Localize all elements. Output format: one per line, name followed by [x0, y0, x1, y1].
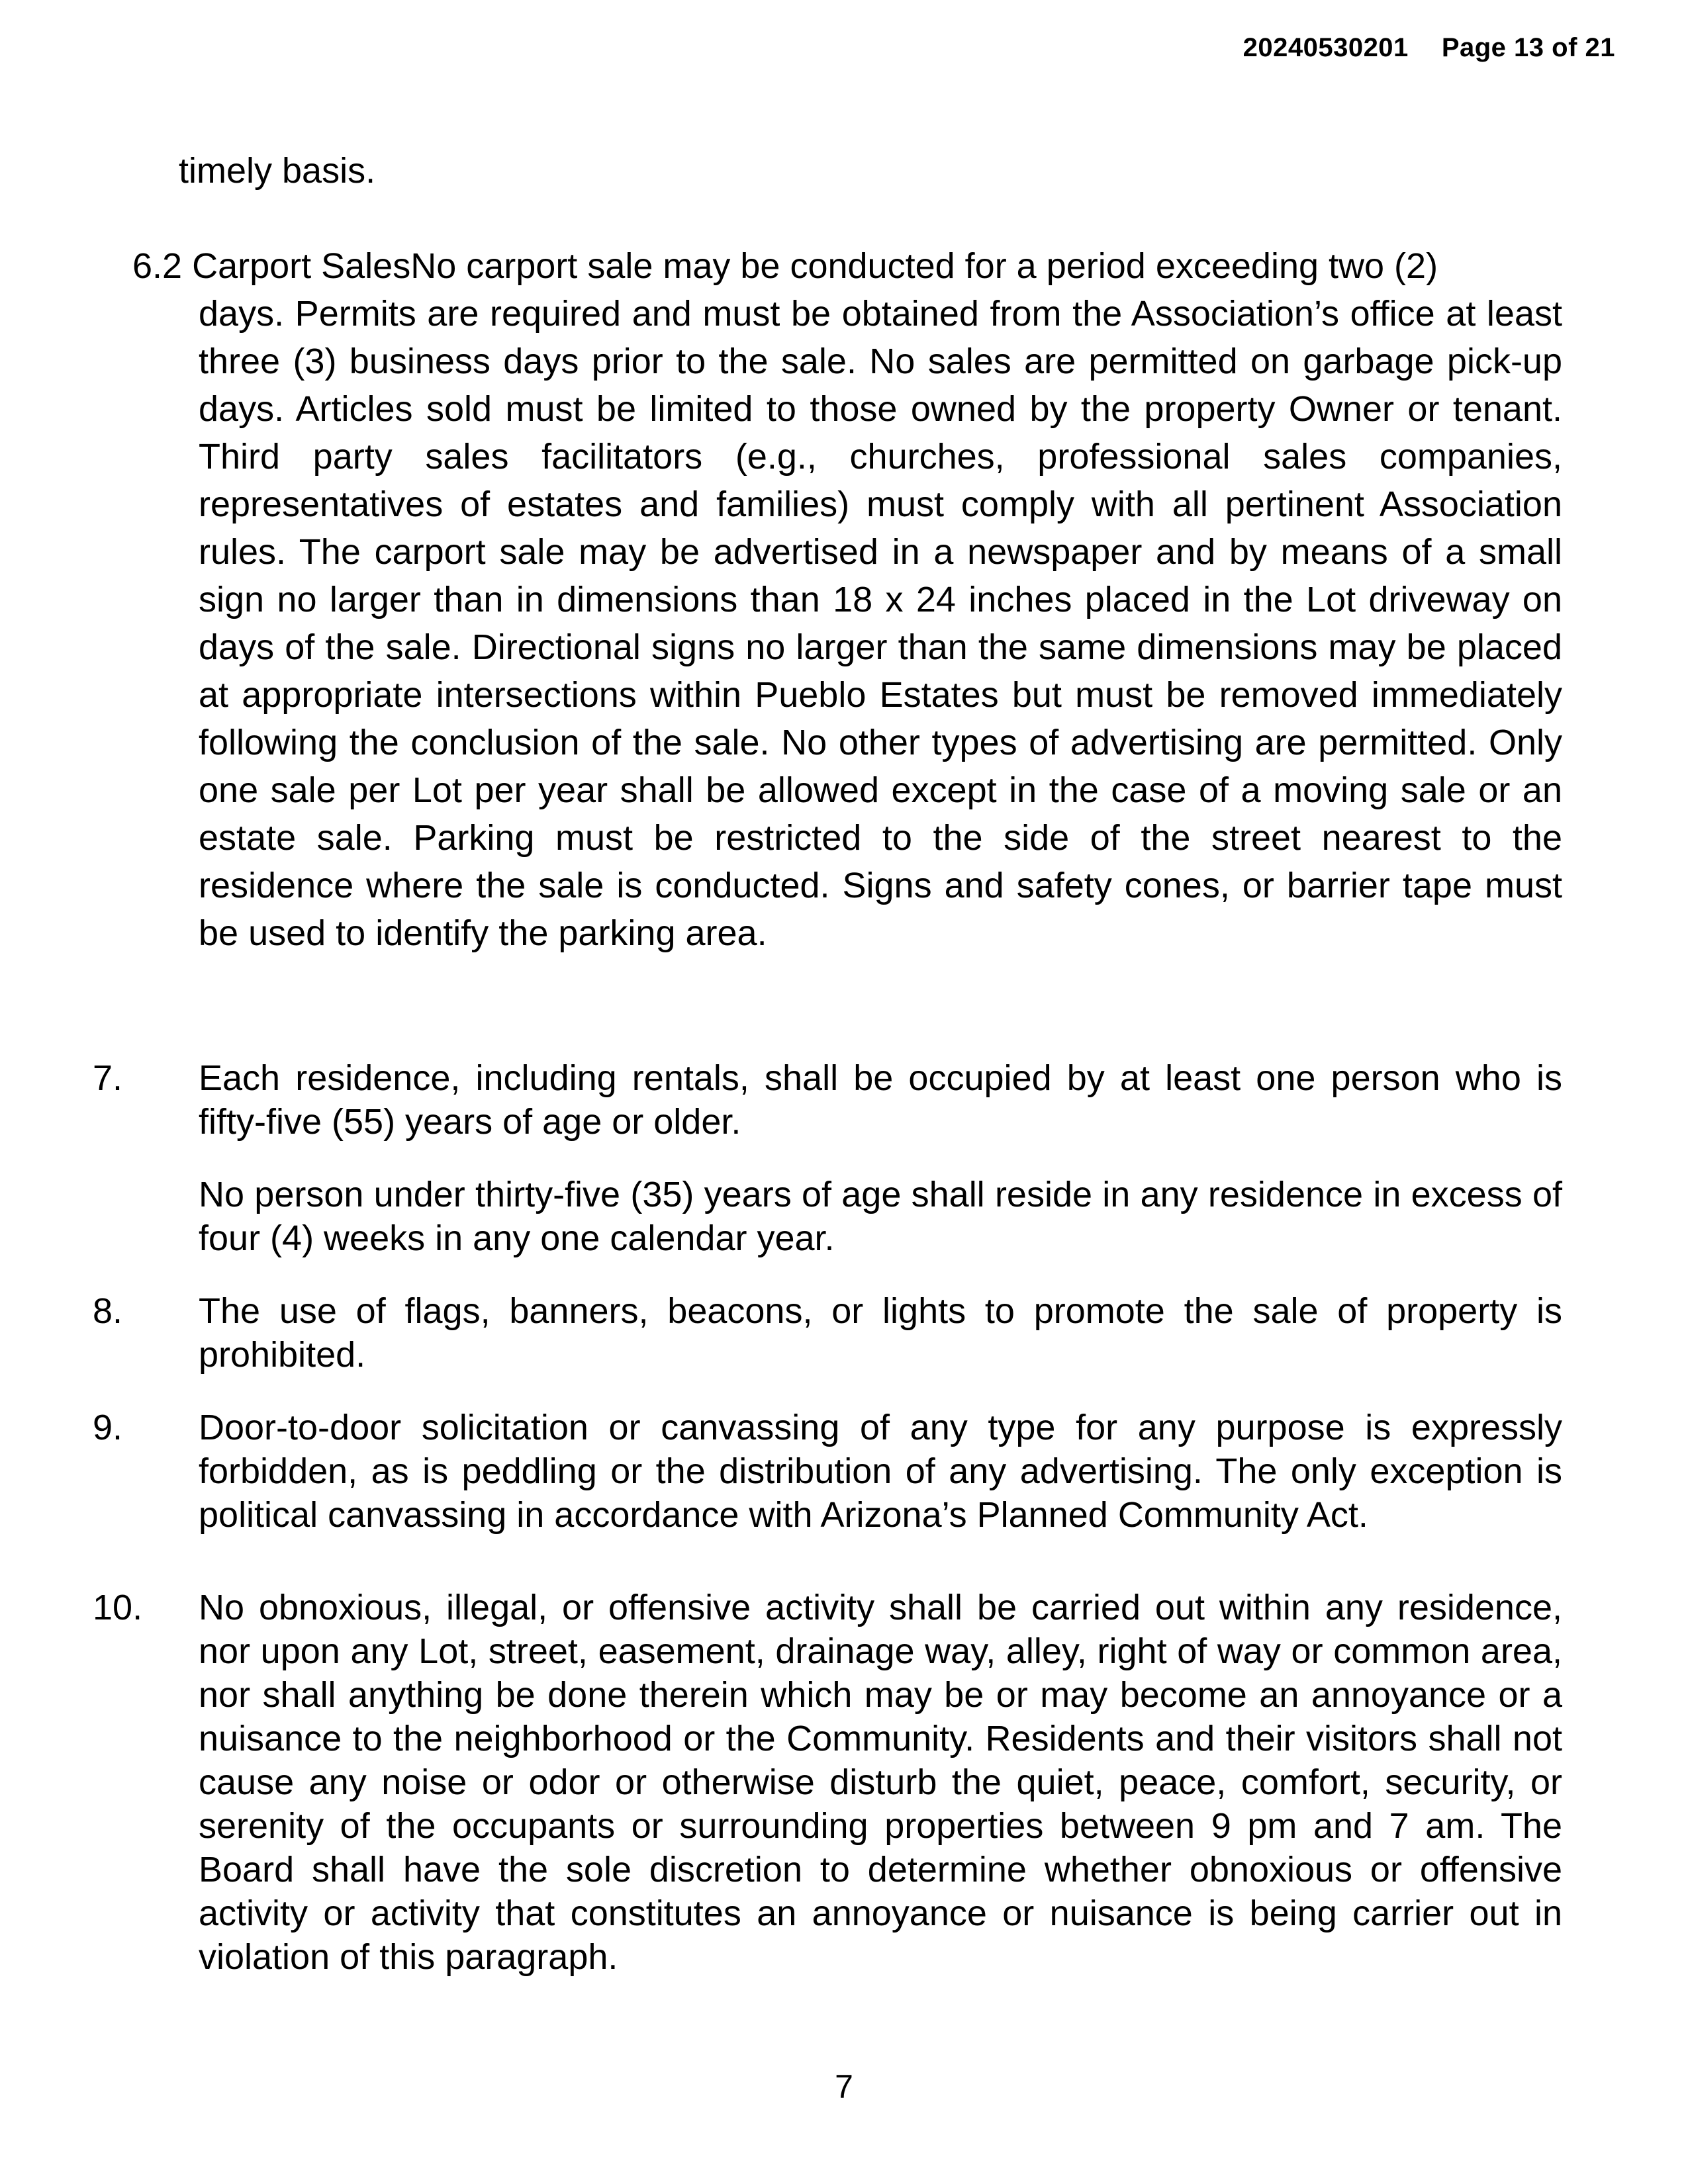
- item-text: Door-to-door solicitation or canvassing of any type for any purpose is expressly forbidden, as is peddling or the distribution of any advertising. The only exception is political canvassing in accordance with Arizona’s Planned Community Act.: [199, 1408, 1562, 1535]
- item-8: [93, 1289, 1562, 1377]
- page-header: [1243, 33, 1615, 63]
- document-number: 20240530201: [1243, 33, 1409, 62]
- page-number: 7: [835, 2068, 853, 2105]
- item-text: Each residence, including rentals, shall be occupied by at least one person who is fifty-five (55) years of age or older.: [199, 1058, 1562, 1142]
- section-6-2-first-line: 6.2 Carport SalesNo carport sale may be conducted for a period exceeding two (2): [132, 246, 1438, 286]
- item-text: No obnoxious, illegal, or offensive activity shall be carried out within any residence, nor upon any Lot, street, easement, drainage way, alley, right of way or common area, nor shall anything be done therein which may be or may become an annoyance or a nuisance to the neighborhood or the Community. Residents and their visitors shall not cause any noise or odor or otherwise disturb the quiet, peace, comfort, security, or serenity of the occupants or surrounding properties between 9 pm and 7 am. The Board shall have the sole discretion to determine whether obnoxious or offensive activity or activity that constitutes an annoyance or nuisance is being carrier out in violation of this paragraph.: [199, 1588, 1562, 1977]
- item-number: 8.: [93, 1291, 123, 1331]
- item-text: The use of flags, banners, beacons, or lights to promote the sale of property is prohibited.: [199, 1291, 1562, 1375]
- section-6-2-body: days. Permits are required and must be obtained from the Association’s office at least three (3) business days prior to the sale. No sales are permitted on garbage pick-up days. Articles sold must be limited to those owned by the property Owner or tenant. Third party sales facilitators (e.g., churches, professional sales companies, representatives of estates and families) must comply with all pertinent Association rules. The carport sale may be advertised in a newspaper and by means of a small sign no larger than in dimensions than 18 x 24 inches placed in the Lot driveway on days of the sale. Directional signs no larger than the same dimensions may be placed at appropriate intersections within Pueblo Estates but must be removed immediately following the conclusion of the sale. No other types of advertising are permitted. Only one sale per Lot per year shall be allowed except in the case of a moving sale or an estate sale. Parking must be restricted to the side of the street nearest to the residence where the sale is conducted. Signs and safety cones, or barrier tape must be used to identify the parking area.: [199, 294, 1562, 953]
- item-text: No person under thirty-five (35) years of age shall reside in any residence in excess of four (4) weeks in any one calendar year.: [199, 1175, 1562, 1258]
- item-10: [93, 1586, 1562, 1979]
- section-6-2: [132, 242, 1562, 957]
- continuation-text: timely basis.: [179, 151, 376, 191]
- item-9: [93, 1406, 1562, 1537]
- item-7-continuation: [93, 1173, 1562, 1260]
- item-number: 10.: [93, 1588, 143, 1627]
- page-label: Page 13 of 21: [1441, 33, 1615, 62]
- item-number: 9.: [93, 1408, 123, 1447]
- item-7: [93, 1056, 1562, 1144]
- item-number: 7.: [93, 1058, 123, 1098]
